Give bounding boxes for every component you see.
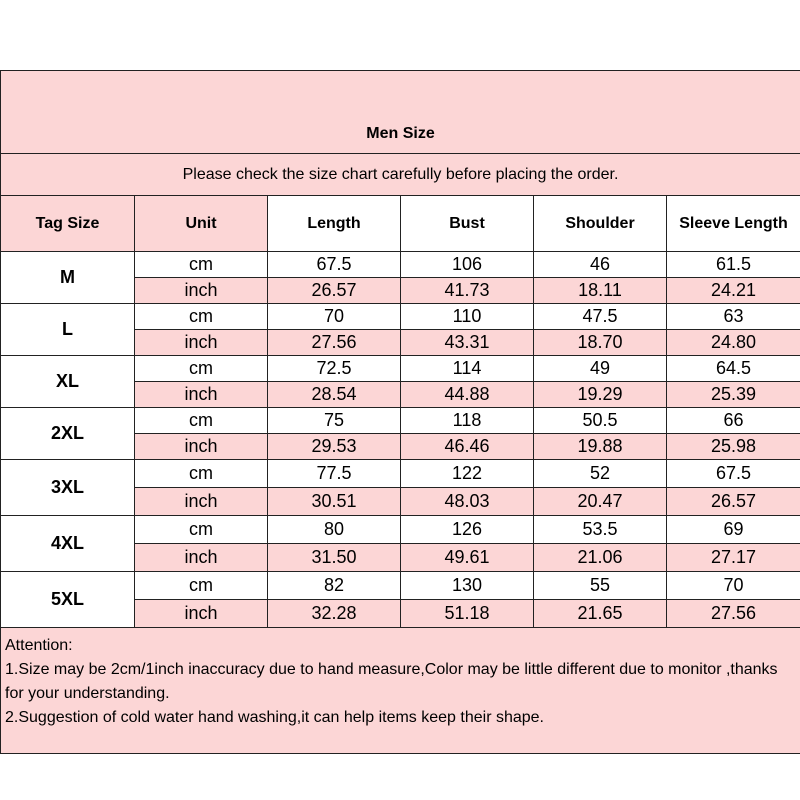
notes-line-1: 1.Size may be 2cm/1inch inaccuracy due to hand measure,Color may be little different due to monitor ,thanks for your understanding. — [5, 661, 778, 702]
measure-cell: 70 — [268, 304, 401, 330]
table-row — [1, 252, 800, 278]
measure-cell: 43.31 — [401, 330, 534, 356]
tag-size-cell: M — [1, 252, 135, 304]
header-row — [1, 196, 800, 252]
measure-cell: 46 — [534, 252, 667, 278]
measure-cell: 63 — [667, 304, 800, 330]
unit-cell: inch — [135, 382, 268, 408]
measure-cell: 26.57 — [268, 278, 401, 304]
unit-cell: inch — [135, 330, 268, 356]
measure-cell: 75 — [268, 408, 401, 434]
measure-cell: 48.03 — [401, 488, 534, 516]
tag-size-cell: XL — [1, 356, 135, 408]
unit-cell: cm — [135, 356, 268, 382]
tag-size-cell: L — [1, 304, 135, 356]
table-row — [1, 572, 800, 600]
chart-subtitle: Please check the size chart carefully before placing the order. — [1, 154, 800, 196]
attention-notes — [1, 628, 800, 754]
notes-heading: Attention: — [5, 637, 73, 654]
measure-cell: 66 — [667, 408, 800, 434]
measure-cell: 114 — [401, 356, 534, 382]
table-row — [1, 460, 800, 488]
size-chart-table — [0, 70, 800, 754]
column-header: Unit — [135, 196, 268, 252]
measure-cell: 25.39 — [667, 382, 800, 408]
size-chart-sheet — [0, 70, 800, 754]
table-row — [1, 408, 800, 434]
measure-cell: 27.17 — [667, 544, 800, 572]
measure-cell: 47.5 — [534, 304, 667, 330]
tag-size-cell: 5XL — [1, 572, 135, 628]
measure-cell: 126 — [401, 516, 534, 544]
measure-cell: 24.80 — [667, 330, 800, 356]
unit-cell: inch — [135, 488, 268, 516]
table-row — [1, 304, 800, 330]
notes-line-2: 2.Suggestion of cold water hand washing,it can help items keep their shape. — [5, 709, 544, 726]
measure-cell: 29.53 — [268, 434, 401, 460]
tag-size-cell: 2XL — [1, 408, 135, 460]
measure-cell: 31.50 — [268, 544, 401, 572]
measure-cell: 46.46 — [401, 434, 534, 460]
measure-cell: 118 — [401, 408, 534, 434]
measure-cell: 80 — [268, 516, 401, 544]
table-row — [1, 356, 800, 382]
measure-cell: 30.51 — [268, 488, 401, 516]
measure-cell: 44.88 — [401, 382, 534, 408]
column-header: Tag Size — [1, 196, 135, 252]
unit-cell: cm — [135, 408, 268, 434]
measure-cell: 49.61 — [401, 544, 534, 572]
tag-size-cell: 3XL — [1, 460, 135, 516]
measure-cell: 24.21 — [667, 278, 800, 304]
measure-cell: 70 — [667, 572, 800, 600]
measure-cell: 130 — [401, 572, 534, 600]
measure-cell: 53.5 — [534, 516, 667, 544]
unit-cell: cm — [135, 516, 268, 544]
measure-cell: 50.5 — [534, 408, 667, 434]
measure-cell: 67.5 — [667, 460, 800, 488]
measure-cell: 69 — [667, 516, 800, 544]
measure-cell: 21.65 — [534, 600, 667, 628]
column-header: Sleeve Length — [667, 196, 800, 252]
unit-cell: cm — [135, 572, 268, 600]
measure-cell: 77.5 — [268, 460, 401, 488]
measure-cell: 122 — [401, 460, 534, 488]
chart-title: Men Size — [1, 71, 800, 154]
column-header: Length — [268, 196, 401, 252]
unit-cell: inch — [135, 278, 268, 304]
measure-cell: 21.06 — [534, 544, 667, 572]
measure-cell: 106 — [401, 252, 534, 278]
unit-cell: inch — [135, 600, 268, 628]
measure-cell: 110 — [401, 304, 534, 330]
unit-cell: inch — [135, 434, 268, 460]
measure-cell: 67.5 — [268, 252, 401, 278]
measure-cell: 19.29 — [534, 382, 667, 408]
measure-cell: 49 — [534, 356, 667, 382]
measure-cell: 32.28 — [268, 600, 401, 628]
measure-cell: 18.70 — [534, 330, 667, 356]
measure-cell: 27.56 — [268, 330, 401, 356]
unit-cell: cm — [135, 460, 268, 488]
measure-cell: 27.56 — [667, 600, 800, 628]
measure-cell: 20.47 — [534, 488, 667, 516]
unit-cell: cm — [135, 252, 268, 278]
measure-cell: 26.57 — [667, 488, 800, 516]
tag-size-cell: 4XL — [1, 516, 135, 572]
measure-cell: 64.5 — [667, 356, 800, 382]
measure-cell: 82 — [268, 572, 401, 600]
unit-cell: inch — [135, 544, 268, 572]
measure-cell: 61.5 — [667, 252, 800, 278]
column-header: Bust — [401, 196, 534, 252]
measure-cell: 41.73 — [401, 278, 534, 304]
measure-cell: 18.11 — [534, 278, 667, 304]
measure-cell: 28.54 — [268, 382, 401, 408]
measure-cell: 55 — [534, 572, 667, 600]
measure-cell: 72.5 — [268, 356, 401, 382]
measure-cell: 51.18 — [401, 600, 534, 628]
column-header: Shoulder — [534, 196, 667, 252]
measure-cell: 25.98 — [667, 434, 800, 460]
table-row — [1, 516, 800, 544]
unit-cell: cm — [135, 304, 268, 330]
measure-cell: 52 — [534, 460, 667, 488]
measure-cell: 19.88 — [534, 434, 667, 460]
